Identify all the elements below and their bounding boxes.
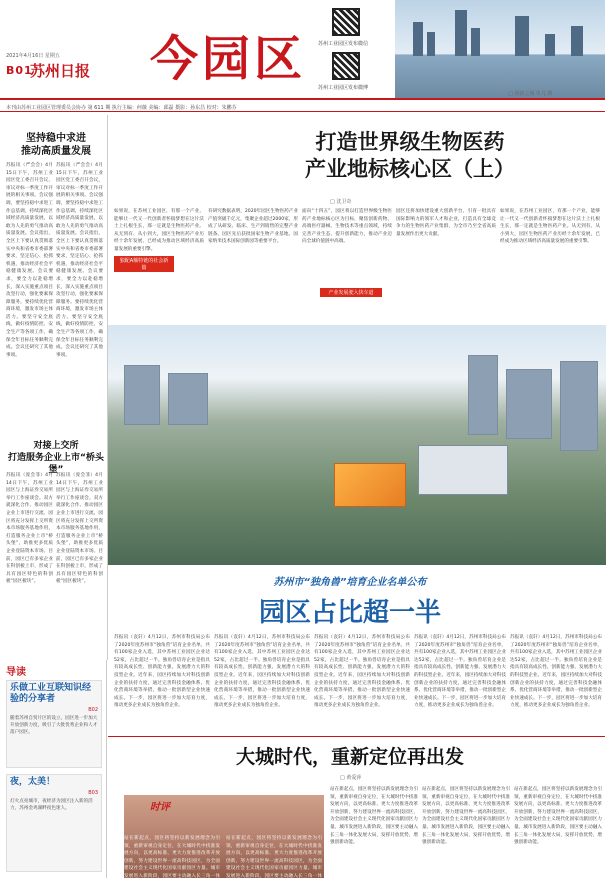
main-body-col5: 如果说，在苏州工业园区，有那一个产业，能够让一代又一代创新者怀揣梦想在这片沃土上扎根生长，那一定就是生物医药产业。从无到有、从小到大，园区生物医药产业历经十余年发展，已经成为推动区域经济高质量发展的重要引擎。: [500, 209, 600, 245]
story1-title: 坚持稳中求进 推动高质量发展: [21, 133, 91, 157]
qr-label-wechat: 苏州工业园区发布微信: [318, 41, 369, 47]
orange-building: [334, 463, 406, 507]
guide-item-2[interactable]: 夜，太美！ B03 灯火点亮城市，夜经济为园区注入新的活力，苏州金鸡湖畔夜色迷人。: [6, 774, 102, 872]
bottom-story-byline: □ 黄爱萍: [340, 775, 362, 781]
unicorn-body-c: 苏报讯（袁轩）4月12日，苏州市科技局公布了2020年度苏州市“独角兽”培育企业名单，共有100家企业入选，其中苏州工业园区企业达52家，占比超过一半。独角兽培育企业是指具有较高成长性、创新能力强、发展潜力大的科技型企业。近年来，园区持续加大对科技创新企业的扶持力度，通过完善科技金融体系、优化营商环境等举措，推动一批创新型企业快速成长。下一步，园区将进一步加大培育力度，推动更多企业成长为独角兽企业。: [314, 635, 410, 709]
bottom-body-c: 站在新起点，园区将坚持以新发展理念为引领，重新审视自身定位，在大城时代中找准发展方向，以更高标准、更大力度推进改革开放创新，努力建设世界一流高科技园区，为全面建设社会主义现代化国家贡献园区力量。城市发展进入新阶段，园区要主动融入长三角一体化发展大局，发挥开放优势，增强创新动能。: [330, 787, 418, 846]
story2-body-a: 苏报讯（庞会菲）4月14日下午，苏州工业园区与上海证券交易所举行工作座谈会。双方就深化合作、推动园区企业上市进行交流。园区将充分发挥上交所资本市场服务基地作用，打造服务企业上市“桥头堡”，助推更多优质企业登陆资本市场。目前，园区已有多家企业在科创板上市，形成了具有园区特色的科创板“园区板块”。: [6, 473, 53, 585]
bottom-body-d: 站在新起点，园区将坚持以新发展理念为引领，重新审视自身定位，在大城时代中找准发展方向，以更高标准、更大力度推进改革开放创新，努力建设世界一流高科技园区，为全面建设社会主义现代化国家贡献园区力量。城市发展进入新阶段，园区要主动融入长三角一体化发展大局，发挥开放优势，增强创新动能。: [422, 787, 510, 846]
info-bar: 本刊由苏州工业园区管理委员会协办 第 611 期 执行主编：何薇 美编：邱磊 摄影：孙东昌 校对：朱鹏芬: [0, 102, 605, 112]
section-title: 今园区: [150, 31, 307, 87]
unicorn-body-d: 苏报讯（袁轩）4月12日，苏州市科技局公布了2020年度苏州市“独角兽”培育企业名单，共有100家企业入选，其中苏州工业园区企业达52家，占比超过一半。独角兽培育企业是指具有较高成长性、创新能力强、发展潜力大的科技型企业。近年来，园区持续加大对科技创新企业的扶持力度，通过完善科技金融体系、优化营商环境等举措，推动一批创新型企业快速成长。下一步，园区将进一步加大培育力度，推动更多企业成长为独角兽企业。: [414, 635, 506, 709]
bottom-body-e: 站在新起点，园区将坚持以新发展理念为引领，重新审视自身定位，在大城时代中找准发展方向，以更高标准、更大力度推进改革开放创新，努力建设世界一流高科技园区，为全面建设社会主义现代化国家贡献园区力量。城市发展进入新阶段，园区要主动融入长三角一体化发展大局，发挥开放优势，增强创新动能。: [514, 787, 602, 846]
main-body-col3: 面向“十四五”，园区将以打造世界级生物医药产业地标核心区为目标，聚焦创新药物、高端医疗器械、生物技术等重点领域，持续完善产业生态，提升创新能力，推动产业迈向全球价值链中高端。: [302, 209, 392, 245]
subhead-tag: 产业发展驶入快车道: [320, 288, 382, 297]
main-story-byline: □ 沈卫奇: [330, 199, 352, 205]
story1-body-a: 苏报讯（严会会）4月15日下午，苏州工业园区党工委召开会议，审议对标一季度工作开展的相关事项。会议强调，要坚持稳中求进工作总基调，持续深化区域经济高质量发展，以敢为人先的勇气推动高质量发展。会议指出，全区上下要认真贯彻落实中央和省委市委部署要求，坚定信心、抢抓机遇，推动经济社会平稳健康发展。会议要求，要全力以赴稳增长，深入实施重点项目攻坚行动，强化要素保障服务。要持续优化营商环境，激发市场主体活力。要坚守安全底线，做好疫情防控、安全生产等各项工作，确保全年目标任务顺利完成。会议还研究了其他事项。: [6, 163, 53, 358]
qr-code-icon[interactable]: [332, 52, 360, 80]
qr-label-weibo: 苏州工业园区发布微博: [318, 85, 369, 91]
unicorn-body-e: 苏报讯（袁轩）4月12日，苏州市科技局公布了2020年度苏州市“独角兽”培育企业名单，共有100家企业入选，其中苏州工业园区企业达52家，占比超过一半。独角兽培育企业是指具有较高成长性、创新能力强、发展潜力大的科技型企业。近年来，园区持续加大对科技创新企业的扶持力度，通过完善科技金融体系、优化营商环境等举措，推动一批创新型企业快速成长。下一步，园区将进一步加大培育力度，推动更多企业成长为独角兽企业。: [510, 635, 602, 709]
main-body-col4: 园区还将加快建设重大创新平台，引育一批具有国际影响力的领军人才和企业，打造具有全球竞争力的生物医药产业集群，为全市乃至全省高质量发展作出更大贡献。: [396, 209, 496, 237]
masthead-photo: [395, 0, 605, 98]
story2-title: 对接上交所 打造服务企业上市“桥头堡”: [8, 441, 104, 475]
main-story-title: 打造世界级生物医药 产业地标核心区（上）: [305, 129, 515, 181]
section-divider: [108, 736, 605, 737]
photo-caption: □ 创新之城 单凡 摄: [508, 91, 553, 97]
main-body-col2: 有研究数据表明，2020年园区生物医药产业产值突破千亿元，集聚企业超过2000家，形成了从研发、临床、生产到销售的完整产业链条。园区先后获批国家生物产业基地、国家纳米技术国际创新园等重要平台。: [208, 209, 298, 245]
guide-header: 导读: [6, 667, 26, 678]
story2-body-b: 苏报讯（庞会菲）4月14日下午，苏州工业园区与上海证券交易所举行工作座谈会。双方就深化合作、推动园区企业上市进行交流。园区将充分发挥上交所资本市场服务基地作用，打造服务企业上市“桥头堡”，助推更多优质企业登陆资本市场。目前，园区已有多家企业在科创板上市，形成了具有园区特色的科创板“园区板块”。: [56, 473, 103, 585]
bottom-body-a: 站在新起点，园区将坚持以新发展理念为引领，重新审视自身定位，在大城时代中找准发展方向，以更高标准、更大力度推进改革开放创新，努力建设世界一流高科技园区，为全面建设社会主义现代化国家贡献园区力量。城市发展进入新阶段，园区要主动融入长三角一体化发展大局，发挥开放优势，增强创新动能。: [124, 836, 220, 887]
bottom-story-title: 大城时代，重新定位再出发: [235, 746, 464, 768]
column-tag: 时评: [150, 802, 170, 813]
unicorn-kicker: 苏州市“独角兽”培育企业名单公布: [273, 577, 427, 588]
unicorn-title: 园区占比超一半: [258, 598, 441, 628]
issue-date: 2021年4月16日 星期五: [6, 53, 60, 59]
qr-code-icon[interactable]: [332, 8, 360, 36]
guide-item-1[interactable]: 乐做工业互联知识经验的分享者 B02 随着苏州自贸片区的设立，园区进一步加大开放创新力度，吸引了大批优秀企业和人才落户园区。: [6, 680, 102, 768]
unicorn-body-a: 苏报讯（袁轩）4月12日，苏州市科技局公布了2020年度苏州市“独角兽”培育企业名单，共有100家企业入选，其中苏州工业园区企业达52家，占比超过一半。独角兽培育企业是指具有较高成长性、创新能力强、发展潜力大的科技型企业。近年来，园区持续加大对科技创新企业的扶持力度，通过完善科技金融体系、优化营商环境等举措，推动一批创新型企业快速成长。下一步，园区将进一步加大培育力度，推动更多企业成长为独角兽企业。: [114, 635, 210, 709]
paper-name: 苏州日报: [30, 62, 91, 80]
page-number: B01: [6, 64, 33, 77]
bottom-body-b: 站在新起点，园区将坚持以新发展理念为引领，重新审视自身定位，在大城时代中找准发展方向，以更高标准、更大力度推进改革开放创新，努力建设世界一流高科技园区，为全面建设社会主义现代化国家贡献园区力量。城市发展进入新阶段，园区要主动融入长三角一体化发展大局，发挥开放优势，增强创新动能。: [226, 836, 322, 887]
main-body-col1: 如果说，在苏州工业园区，有那一个产业，能够让一代又一代创新者怀揣梦想在这片沃土上扎根生长，那一定就是生物医药产业。从无到有、从小到大，园区生物医药产业历经十余年发展，已经成为推动区域经济高质量发展的重要引擎。: [114, 209, 204, 252]
aerial-photo: [108, 325, 606, 565]
unicorn-body-b: 苏报讯（袁轩）4月12日，苏州市科技局公布了2020年度苏州市“独角兽”培育企业名单，共有100家企业入选，其中苏州工业园区企业达52家，占比超过一半。独角兽培育企业是指具有较高成长性、创新能力强、发展潜力大的科技型企业。近年来，园区持续加大对科技创新企业的扶持力度，通过完善科技金融体系、优化营商环境等举措，推动一批创新型企业快速成长。下一步，园区将进一步加大培育力度，推动更多企业成长为独角兽企业。: [214, 635, 310, 709]
story1-body-b: 苏报讯（严会会）4月15日下午，苏州工业园区党工委召开会议，审议对标一季度工作开展的相关事项。会议强调，要坚持稳中求进工作总基调，持续深化区域经济高质量发展，以敢为人先的勇气推动高质量发展。会议指出，全区上下要认真贯彻落实中央和省委市委部署要求，坚定信心、抢抓机遇，推动经济社会平稳健康发展。会议要求，要全力以赴稳增长，深入实施重点项目攻坚行动，强化要素保障服务。要持续优化营商环境，激发市场主体活力。要坚守安全底线，做好疫情防控、安全生产等各项工作，确保全年目标任务顺利完成。会议还研究了其他事项。: [56, 163, 103, 358]
subhead-tag: 独配A额特链的社会新篇: [114, 256, 174, 272]
